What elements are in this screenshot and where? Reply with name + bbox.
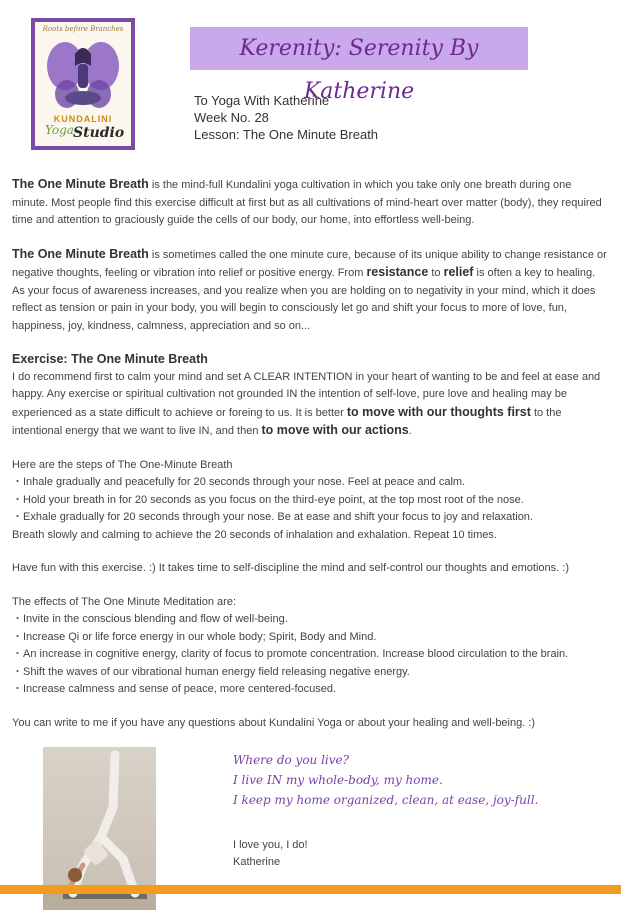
list-item: ・Exhale gradually for 20 seconds through your nose. Be at ease and shift your focus to joy and relaxation. <box>12 511 533 523</box>
intro-text: is the mind-full Kundalini yoga cultivation in which you take only one breath during one minute. Most people find this exercise difficult at first but as all cultivations of mind-heart over matter (body), they required time and attention to graciously guide the cells of our body, our home, into effortless well-being. <box>12 179 602 226</box>
intro-lead: The One Minute Breath <box>12 177 149 191</box>
signature-name: Katherine <box>233 856 281 868</box>
header-line-week: Week No. 28 <box>194 110 269 125</box>
exercise-text-3: . <box>408 425 412 437</box>
quote-line: I live IN my whole-body, my home. <box>233 773 443 787</box>
list-item: ・Inhale gradually and peacefully for 20 seconds through your nose. Feel at peace and calm. <box>12 476 466 488</box>
exercise-text-2: to the intentional energy that we want to live IN, and then <box>12 406 562 437</box>
steps-outro: Breath slowly and calming to achieve the 20 seconds of inhalation and exhalation. Repeat 10 times. <box>12 528 497 541</box>
list-item: ・Invite in the conscious blending and flow of well-being. <box>12 613 288 625</box>
fun-note: Have fun with this exercise. :) It takes time to self-discipline the mind and self-control our thoughts and emotions. :) <box>12 562 569 574</box>
logo-studio: Studio <box>73 125 125 141</box>
quote-line: Where do you live? <box>233 753 350 767</box>
cure-bold-resistance: resistance <box>366 265 429 279</box>
logo-kundalini: KUNDALINI <box>53 114 113 124</box>
exercise-paragraph <box>12 369 608 441</box>
signature-love: I love you, I do! <box>233 839 308 851</box>
fairy-icon <box>45 36 121 114</box>
lesson-header <box>194 92 378 143</box>
list-item: ・Shift the waves of our vibrational human energy field releasing negative energy. <box>12 665 410 678</box>
cure-lead: The One Minute Breath <box>12 246 149 261</box>
exercise-text-1: I do recommend first to calm your mind and set A CLEAR INTENTION in your heart of wanting to be and feel at ease and happy. Any exercise or spiritual cultivation not grounded IN the intention of self-love, pure love and healing may be experienced as a state difficult to achieve or foreing to us. It is better <box>12 370 601 419</box>
list-item: ・Increase Qi or life force energy in our whole body; Spirit, Body and Mind. <box>12 630 377 643</box>
signature-block <box>233 837 308 871</box>
header-line-course: To Yoga With Katherine <box>194 93 330 108</box>
exercise-bold-actions: to move with our actions <box>261 423 409 437</box>
logo-yoga: Yoga <box>45 123 74 137</box>
closing-note: You can write to me if you have any questions about Kundalini Yoga or about your healing and well-being. :) <box>12 716 536 729</box>
cure-bold-relief: relief <box>443 265 474 279</box>
cure-paragraph <box>12 246 608 336</box>
title-banner: Kerenity: Serenity By Katherine <box>190 27 528 70</box>
studio-logo <box>31 18 135 150</box>
quote-line: I keep my home organized, clean, at ease, joy-full. <box>233 793 539 807</box>
header-line-lesson: Lesson: The One Minute Breath <box>194 127 379 142</box>
cure-text-1: is sometimes called the one minute cure, because of its unique ability to change resistance or negative thoughts, feeling or vibration into relief or positive energy. From <box>12 248 607 279</box>
effects-intro: The effects of The One Minute Meditation are: <box>12 595 236 608</box>
footer-stripe <box>0 885 621 894</box>
quote-block <box>233 750 538 810</box>
exercise-title: Exercise: The One Minute Breath <box>12 352 208 366</box>
intro-paragraph <box>12 176 608 230</box>
list-item: ・An increase in cognitive energy, clarity of focus to promote concentration. Increase blood circulation to the brain. <box>12 648 569 660</box>
cure-text-3: is often a key to healing. As your focus of awareness increases, and you realize when you are holding on to negativity in your mind, which it does reflect as tension or pain in your body, you will begin to consciously let go and shift your focus to more of love, fun, happiness, joy, kindness, calmness, appreciation and so on... <box>12 267 596 332</box>
logo-tagline: Roots before Branches <box>42 25 124 33</box>
list-item: ・Increase calmness and sense of peace, more centered-focused. <box>12 683 337 695</box>
cure-text-2: to <box>428 267 444 279</box>
steps-intro: Here are the steps of The One-Minute Breath <box>12 458 233 471</box>
list-item: ・Hold your breath in for 20 seconds as you focus on the third-eye point, at the top most root of the nose. <box>12 493 524 506</box>
exercise-bold-thoughts: to move with our thoughts first <box>346 404 531 419</box>
article-body <box>12 176 608 732</box>
